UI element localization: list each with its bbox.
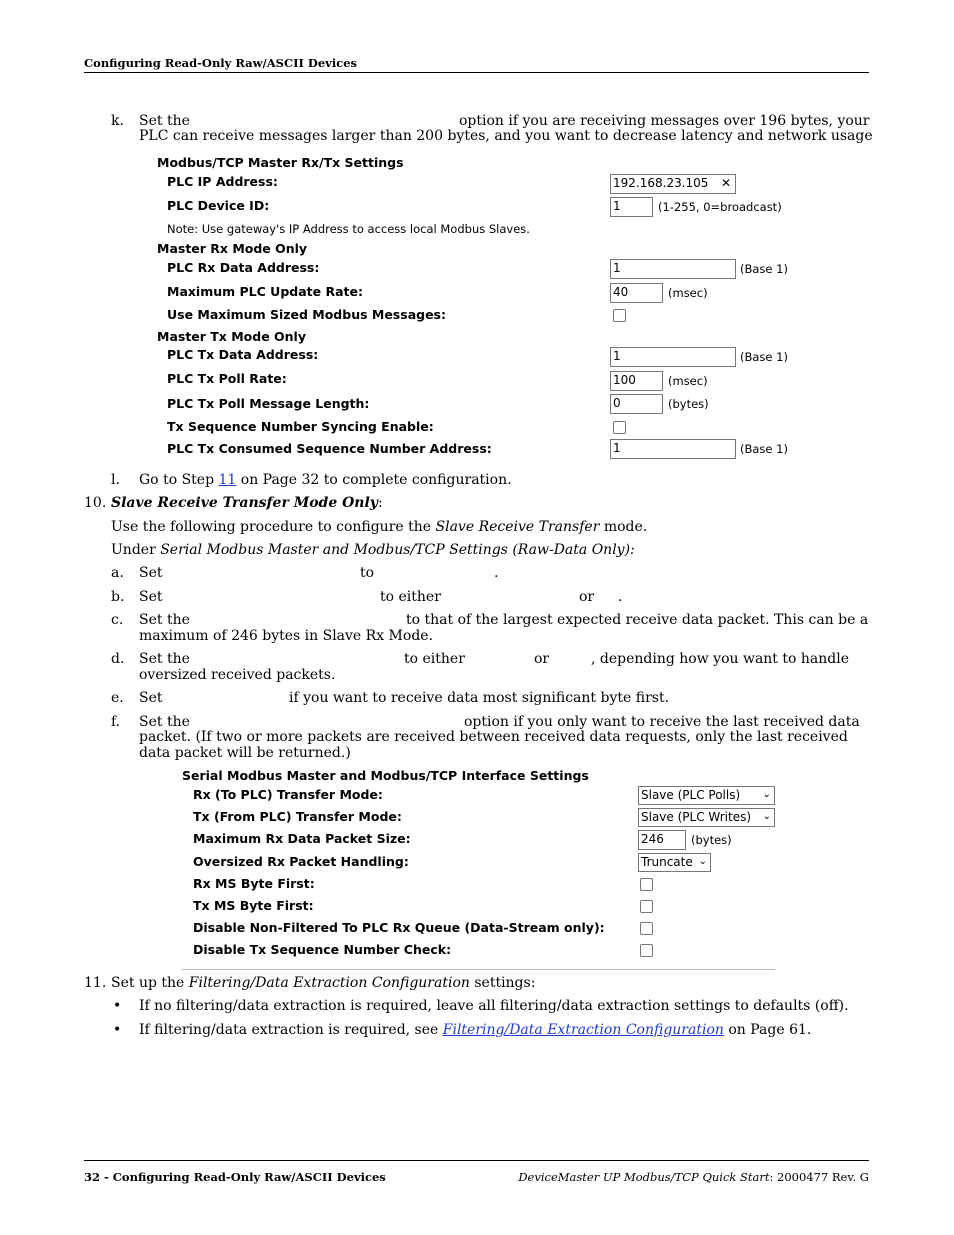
step-number: 11. [84, 975, 107, 991]
tx-mode-select[interactable] [638, 808, 775, 827]
footer-left: 32 - Configuring Read-Only Raw/ASCII Devices [84, 1170, 386, 1184]
tx-consumed-label: PLC Tx Consumed Sequence Number Address: [167, 441, 492, 456]
tx-consumed-input[interactable]: 1 [610, 439, 736, 459]
plc-device-hint: (1-255, 0=broadcast) [658, 200, 782, 214]
max-packet-input[interactable]: 246 [638, 830, 686, 850]
tx-addr-label: PLC Tx Data Address: [167, 347, 319, 362]
disable-txseq-checkbox[interactable] [640, 944, 653, 957]
step-text: if you want to receive data most significant byte first. [289, 690, 670, 706]
step-under [111, 542, 635, 558]
step-italic: Filtering/Data Extraction Configuration [188, 975, 470, 991]
tx-poll-label: PLC Tx Poll Rate: [167, 371, 287, 386]
step-text [139, 472, 512, 488]
bullet-text: If no filtering/data extraction is required, leave all filtering/data extraction settings to defaults (off). [139, 998, 849, 1014]
step-text: . [618, 589, 623, 605]
step-post: settings: [474, 975, 536, 991]
tx-seq-label: Tx Sequence Number Syncing Enable: [167, 419, 434, 434]
panel-divider [182, 969, 775, 970]
panel-title: Modbus/TCP Master Rx/Tx Settings [157, 155, 404, 170]
intro-italic: Slave Receive Transfer [435, 519, 600, 535]
step-text: data packet will be returned.) [139, 745, 351, 761]
rx-mode-label: Rx (To PLC) Transfer Mode: [193, 787, 383, 802]
step-marker: c. [111, 612, 124, 628]
step-title-text: Slave Receive Transfer Mode Only [111, 495, 378, 511]
disable-nonfilt-label: Disable Non-Filtered To PLC Rx Queue (Data-Stream only): [193, 920, 605, 935]
step-marker: l. [111, 472, 120, 488]
tx-ms-checkbox[interactable] [640, 900, 653, 913]
section-label: Master Rx Mode Only [157, 241, 308, 256]
max-packet-hint: (bytes) [691, 833, 732, 847]
max-rate-label: Maximum PLC Update Rate: [167, 284, 363, 299]
step-text-suffix: on Page 32 to complete configuration. [240, 472, 512, 488]
filtering-link[interactable]: Filtering/Data Extraction Configuration [442, 1022, 724, 1038]
step-text: . [494, 565, 499, 581]
step-text: packet. (If two or more packets are received between received data requests, only the last received [139, 729, 848, 745]
step-text [111, 975, 535, 991]
step-pre: Set up the [111, 975, 185, 991]
tx-consumed-hint: (Base 1) [740, 442, 788, 456]
disable-txseq-label: Disable Tx Sequence Number Check: [193, 942, 452, 957]
running-header: Configuring Read-Only Raw/ASCII Devices [84, 56, 358, 70]
plc-device-input[interactable]: 1 [610, 197, 653, 217]
step-text: option if you only want to receive the last received data [464, 714, 860, 730]
rx-mode-select[interactable] [638, 786, 775, 805]
tx-len-hint: (bytes) [668, 397, 709, 411]
tx-seq-checkbox[interactable] [613, 421, 626, 434]
step-text: PLC can receive messages larger than 200 bytes, and you want to decrease latency and network usage [139, 128, 873, 144]
plc-ip-value: 192.168.23.105 [613, 176, 709, 190]
disable-nonfilt-checkbox[interactable] [640, 922, 653, 935]
step-marker: d. [111, 651, 125, 667]
step-text: to that of the largest expected receive data packet. This can be a [406, 612, 869, 628]
bullet-post: on Page 61. [728, 1022, 812, 1038]
max-rate-input[interactable]: 40 [610, 283, 663, 303]
note-text: Note: Use gateway's IP Address to access local Modbus Slaves. [167, 222, 530, 236]
plc-ip-label: PLC IP Address: [167, 174, 278, 189]
bullet: • [113, 1022, 122, 1038]
step-text: or [579, 589, 595, 605]
footer-rev: : 2000477 Rev. G [769, 1170, 869, 1184]
chevron-down-icon: ⌄ [762, 811, 771, 822]
tx-mode-value: Slave (PLC Writes) [641, 810, 752, 824]
step-marker: a. [111, 565, 124, 581]
plc-ip-input[interactable] [610, 174, 736, 194]
step-text: Set the [139, 612, 190, 628]
max-sized-label: Use Maximum Sized Modbus Messages: [167, 307, 446, 322]
step-title-colon: : [377, 495, 383, 511]
rx-mode-value: Slave (PLC Polls) [641, 788, 741, 802]
step-text: Set the [139, 113, 190, 129]
tx-addr-hint: (Base 1) [740, 350, 788, 364]
step-text-prefix: Go to Step [139, 472, 215, 488]
rx-addr-label: PLC Rx Data Address: [167, 260, 320, 275]
tx-len-input[interactable]: 0 [610, 394, 663, 414]
chevron-down-icon: ⌄ [698, 856, 707, 867]
oversized-label: Oversized Rx Packet Handling: [193, 854, 409, 869]
step-marker: k. [111, 113, 124, 129]
clear-icon[interactable]: ✕ [720, 176, 731, 190]
step-text: Set [139, 690, 163, 706]
header-rule [84, 72, 869, 73]
step-11-link[interactable]: 11 [218, 472, 237, 488]
step-text: Set [139, 565, 163, 581]
step-marker: e. [111, 690, 124, 706]
intro-pre: Use the following procedure to configure the [111, 519, 432, 535]
rx-addr-input[interactable]: 1 [610, 259, 736, 279]
rx-ms-label: Rx MS Byte First: [193, 876, 315, 891]
tx-ms-label: Tx MS Byte First: [193, 898, 314, 913]
footer-rule [84, 1160, 869, 1161]
tx-len-label: PLC Tx Poll Message Length: [167, 396, 370, 411]
step-text: Set the [139, 651, 190, 667]
oversized-select[interactable] [638, 853, 711, 872]
max-sized-checkbox[interactable] [613, 309, 626, 322]
max-rate-hint: (msec) [668, 286, 708, 300]
plc-device-label: PLC Device ID: [167, 198, 270, 213]
step-text: maximum of 246 bytes in Slave Rx Mode. [139, 628, 434, 644]
bullet-pre: If filtering/data extraction is required, see [139, 1022, 439, 1038]
tx-addr-input[interactable]: 1 [610, 347, 736, 367]
step-marker: f. [111, 714, 121, 730]
step-text: Set the [139, 714, 190, 730]
step-text: to [360, 565, 375, 581]
panel-title: Serial Modbus Master and Modbus/TCP Interface Settings [182, 768, 589, 783]
step-text: , depending how you want to handle [591, 651, 849, 667]
chevron-down-icon: ⌄ [762, 789, 771, 800]
bullet-text [139, 1022, 811, 1038]
footer-title: DeviceMaster UP Modbus/TCP Quick Start [518, 1170, 770, 1184]
intro-post: mode. [603, 519, 648, 535]
under-italic: Serial Modbus Master and Modbus/TCP Settings (Raw-Data Only): [160, 542, 635, 558]
rx-addr-hint: (Base 1) [740, 262, 788, 276]
footer-right [518, 1170, 869, 1184]
tx-poll-hint: (msec) [668, 374, 708, 388]
step-marker: b. [111, 589, 125, 605]
tx-poll-input[interactable]: 100 [610, 371, 663, 391]
step-title [111, 495, 383, 511]
rx-ms-checkbox[interactable] [640, 878, 653, 891]
section-label: Master Tx Mode Only [157, 329, 306, 344]
tx-mode-label: Tx (From PLC) Transfer Mode: [193, 809, 402, 824]
step-text: to either [404, 651, 465, 667]
step-text: oversized received packets. [139, 667, 336, 683]
step-text: option if you are receiving messages over 196 bytes, your [459, 113, 870, 129]
bullet: • [113, 998, 122, 1014]
step-intro [111, 519, 647, 535]
oversized-value: Truncate [641, 855, 693, 869]
step-text: to either [380, 589, 441, 605]
max-packet-label: Maximum Rx Data Packet Size: [193, 831, 411, 846]
step-text: Set [139, 589, 163, 605]
step-number: 10. [84, 495, 107, 511]
step-text: or [534, 651, 550, 667]
under-pre: Under [111, 542, 156, 558]
